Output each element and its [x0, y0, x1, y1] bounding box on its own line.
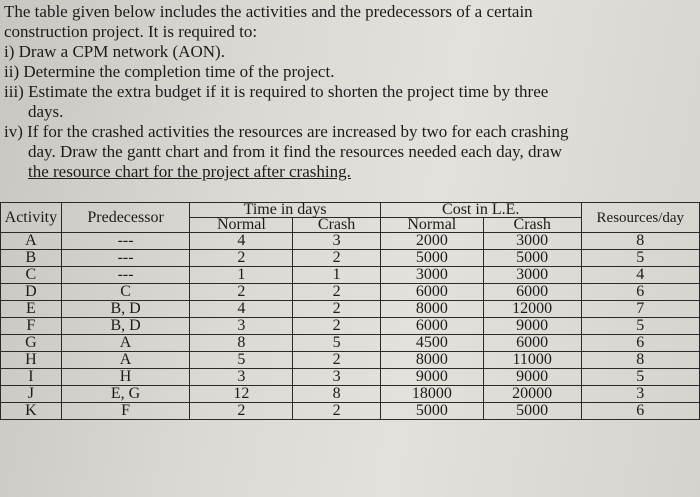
- header-cost-normal: Normal: [380, 218, 483, 233]
- cell-cost-crash: 3000: [483, 233, 581, 250]
- cell-cost-normal: 18000: [380, 386, 483, 403]
- problem-statement: [4, 2, 694, 182]
- cell-activity: J: [1, 386, 62, 403]
- cell-cost-crash: 6000: [483, 335, 581, 352]
- cell-activity: K: [1, 403, 62, 420]
- cell-time-crash: 3: [293, 233, 381, 250]
- cell-predecessor: C: [61, 284, 190, 301]
- header-time-group: Time in days: [190, 203, 380, 218]
- header-cost-crash: Crash: [483, 218, 581, 233]
- cell-cost-normal: 2000: [380, 233, 483, 250]
- table-row: [1, 267, 700, 284]
- cell-time-normal: 2: [190, 250, 293, 267]
- cell-resources: 3: [581, 386, 699, 403]
- cell-predecessor: A: [61, 352, 190, 369]
- cell-time-normal: 2: [190, 403, 293, 420]
- cell-activity: B: [1, 250, 62, 267]
- cell-time-crash: 2: [293, 403, 381, 420]
- cell-cost-crash: 9000: [483, 369, 581, 386]
- cell-cost-normal: 3000: [380, 267, 483, 284]
- cell-resources: 8: [581, 352, 699, 369]
- cell-predecessor: ---: [61, 267, 190, 284]
- cell-activity: C: [1, 267, 62, 284]
- cell-resources: 4: [581, 267, 699, 284]
- cell-resources: 8: [581, 233, 699, 250]
- cell-predecessor: ---: [61, 233, 190, 250]
- table-row: [1, 301, 700, 318]
- cell-time-normal: 3: [190, 369, 293, 386]
- cell-cost-crash: 6000: [483, 284, 581, 301]
- header-resources: Resources/day: [581, 203, 699, 233]
- cell-activity: G: [1, 335, 62, 352]
- header-time-crash: Crash: [293, 218, 381, 233]
- cell-cost-crash: 20000: [483, 386, 581, 403]
- cell-cost-normal: 5000: [380, 403, 483, 420]
- cell-activity: H: [1, 352, 62, 369]
- cell-resources: 5: [581, 318, 699, 335]
- cell-time-normal: 12: [190, 386, 293, 403]
- cell-predecessor: E, G: [61, 386, 190, 403]
- cell-resources: 5: [581, 250, 699, 267]
- cell-cost-crash: 5000: [483, 250, 581, 267]
- cell-resources: 5: [581, 369, 699, 386]
- table-row: [1, 403, 700, 420]
- cell-predecessor: B, D: [61, 318, 190, 335]
- cell-activity: E: [1, 301, 62, 318]
- cell-resources: 7: [581, 301, 699, 318]
- cell-time-crash: 5: [293, 335, 381, 352]
- cell-time-crash: 2: [293, 284, 381, 301]
- cell-resources: 6: [581, 403, 699, 420]
- cell-cost-normal: 6000: [380, 318, 483, 335]
- header-time-normal: Normal: [190, 218, 293, 233]
- table-row: [1, 233, 700, 250]
- header-cost-group: Cost in L.E.: [380, 203, 581, 218]
- requirement-3: iii) Estimate the extra budget if it is required to shorten the project time by three: [4, 82, 549, 101]
- cell-time-crash: 2: [293, 318, 381, 335]
- cell-cost-normal: 9000: [380, 369, 483, 386]
- table-row: [1, 284, 700, 301]
- cell-cost-crash: 12000: [483, 301, 581, 318]
- requirement-1: i) Draw a CPM network (AON).: [4, 42, 225, 61]
- cell-time-normal: 1: [190, 267, 293, 284]
- cell-time-crash: 8: [293, 386, 381, 403]
- cell-time-crash: 2: [293, 250, 381, 267]
- cell-resources: 6: [581, 335, 699, 352]
- cell-time-crash: 2: [293, 301, 381, 318]
- cell-time-crash: 3: [293, 369, 381, 386]
- cell-cost-normal: 5000: [380, 250, 483, 267]
- cell-activity: A: [1, 233, 62, 250]
- cell-cost-normal: 4500: [380, 335, 483, 352]
- cell-resources: 6: [581, 284, 699, 301]
- header-activity: Activity: [1, 203, 62, 233]
- cell-activity: I: [1, 369, 62, 386]
- cell-cost-normal: 8000: [380, 352, 483, 369]
- cell-cost-normal: 8000: [380, 301, 483, 318]
- cell-cost-crash: 9000: [483, 318, 581, 335]
- cell-activity: D: [1, 284, 62, 301]
- cell-time-normal: 4: [190, 301, 293, 318]
- cell-time-crash: 1: [293, 267, 381, 284]
- cell-time-crash: 2: [293, 352, 381, 369]
- intro-line: construction project. It is required to:: [4, 22, 258, 41]
- cell-cost-crash: 11000: [483, 352, 581, 369]
- table-row: [1, 352, 700, 369]
- requirement-4: iv) If for the crashed activities the resources are increased by two for each crashing: [4, 122, 569, 141]
- cell-predecessor: B, D: [61, 301, 190, 318]
- cell-predecessor: ---: [61, 250, 190, 267]
- table-row: [1, 386, 700, 403]
- table-row: [1, 250, 700, 267]
- header-predecessor: Predecessor: [61, 203, 190, 233]
- cell-time-normal: 8: [190, 335, 293, 352]
- requirement-3-cont: days.: [28, 102, 64, 121]
- table-row: [1, 335, 700, 352]
- activity-table: [0, 202, 700, 420]
- cell-time-normal: 5: [190, 352, 293, 369]
- cell-cost-crash: 5000: [483, 403, 581, 420]
- cell-time-normal: 2: [190, 284, 293, 301]
- cell-cost-crash: 3000: [483, 267, 581, 284]
- cell-predecessor: A: [61, 335, 190, 352]
- intro-line: The table given below includes the activities and the predecessors of a certain: [4, 2, 533, 21]
- cell-time-normal: 3: [190, 318, 293, 335]
- table-body: [1, 233, 700, 420]
- cell-predecessor: H: [61, 369, 190, 386]
- cell-predecessor: F: [61, 403, 190, 420]
- requirement-2: ii) Determine the completion time of the project.: [4, 62, 335, 81]
- table-row: [1, 369, 700, 386]
- cell-cost-normal: 6000: [380, 284, 483, 301]
- requirement-4-cont: the resource chart for the project after crashing.: [28, 162, 351, 181]
- requirement-4-cont: day. Draw the gantt chart and from it find the resources needed each day, draw: [28, 142, 563, 161]
- cell-activity: F: [1, 318, 62, 335]
- table-row: [1, 318, 700, 335]
- cell-time-normal: 4: [190, 233, 293, 250]
